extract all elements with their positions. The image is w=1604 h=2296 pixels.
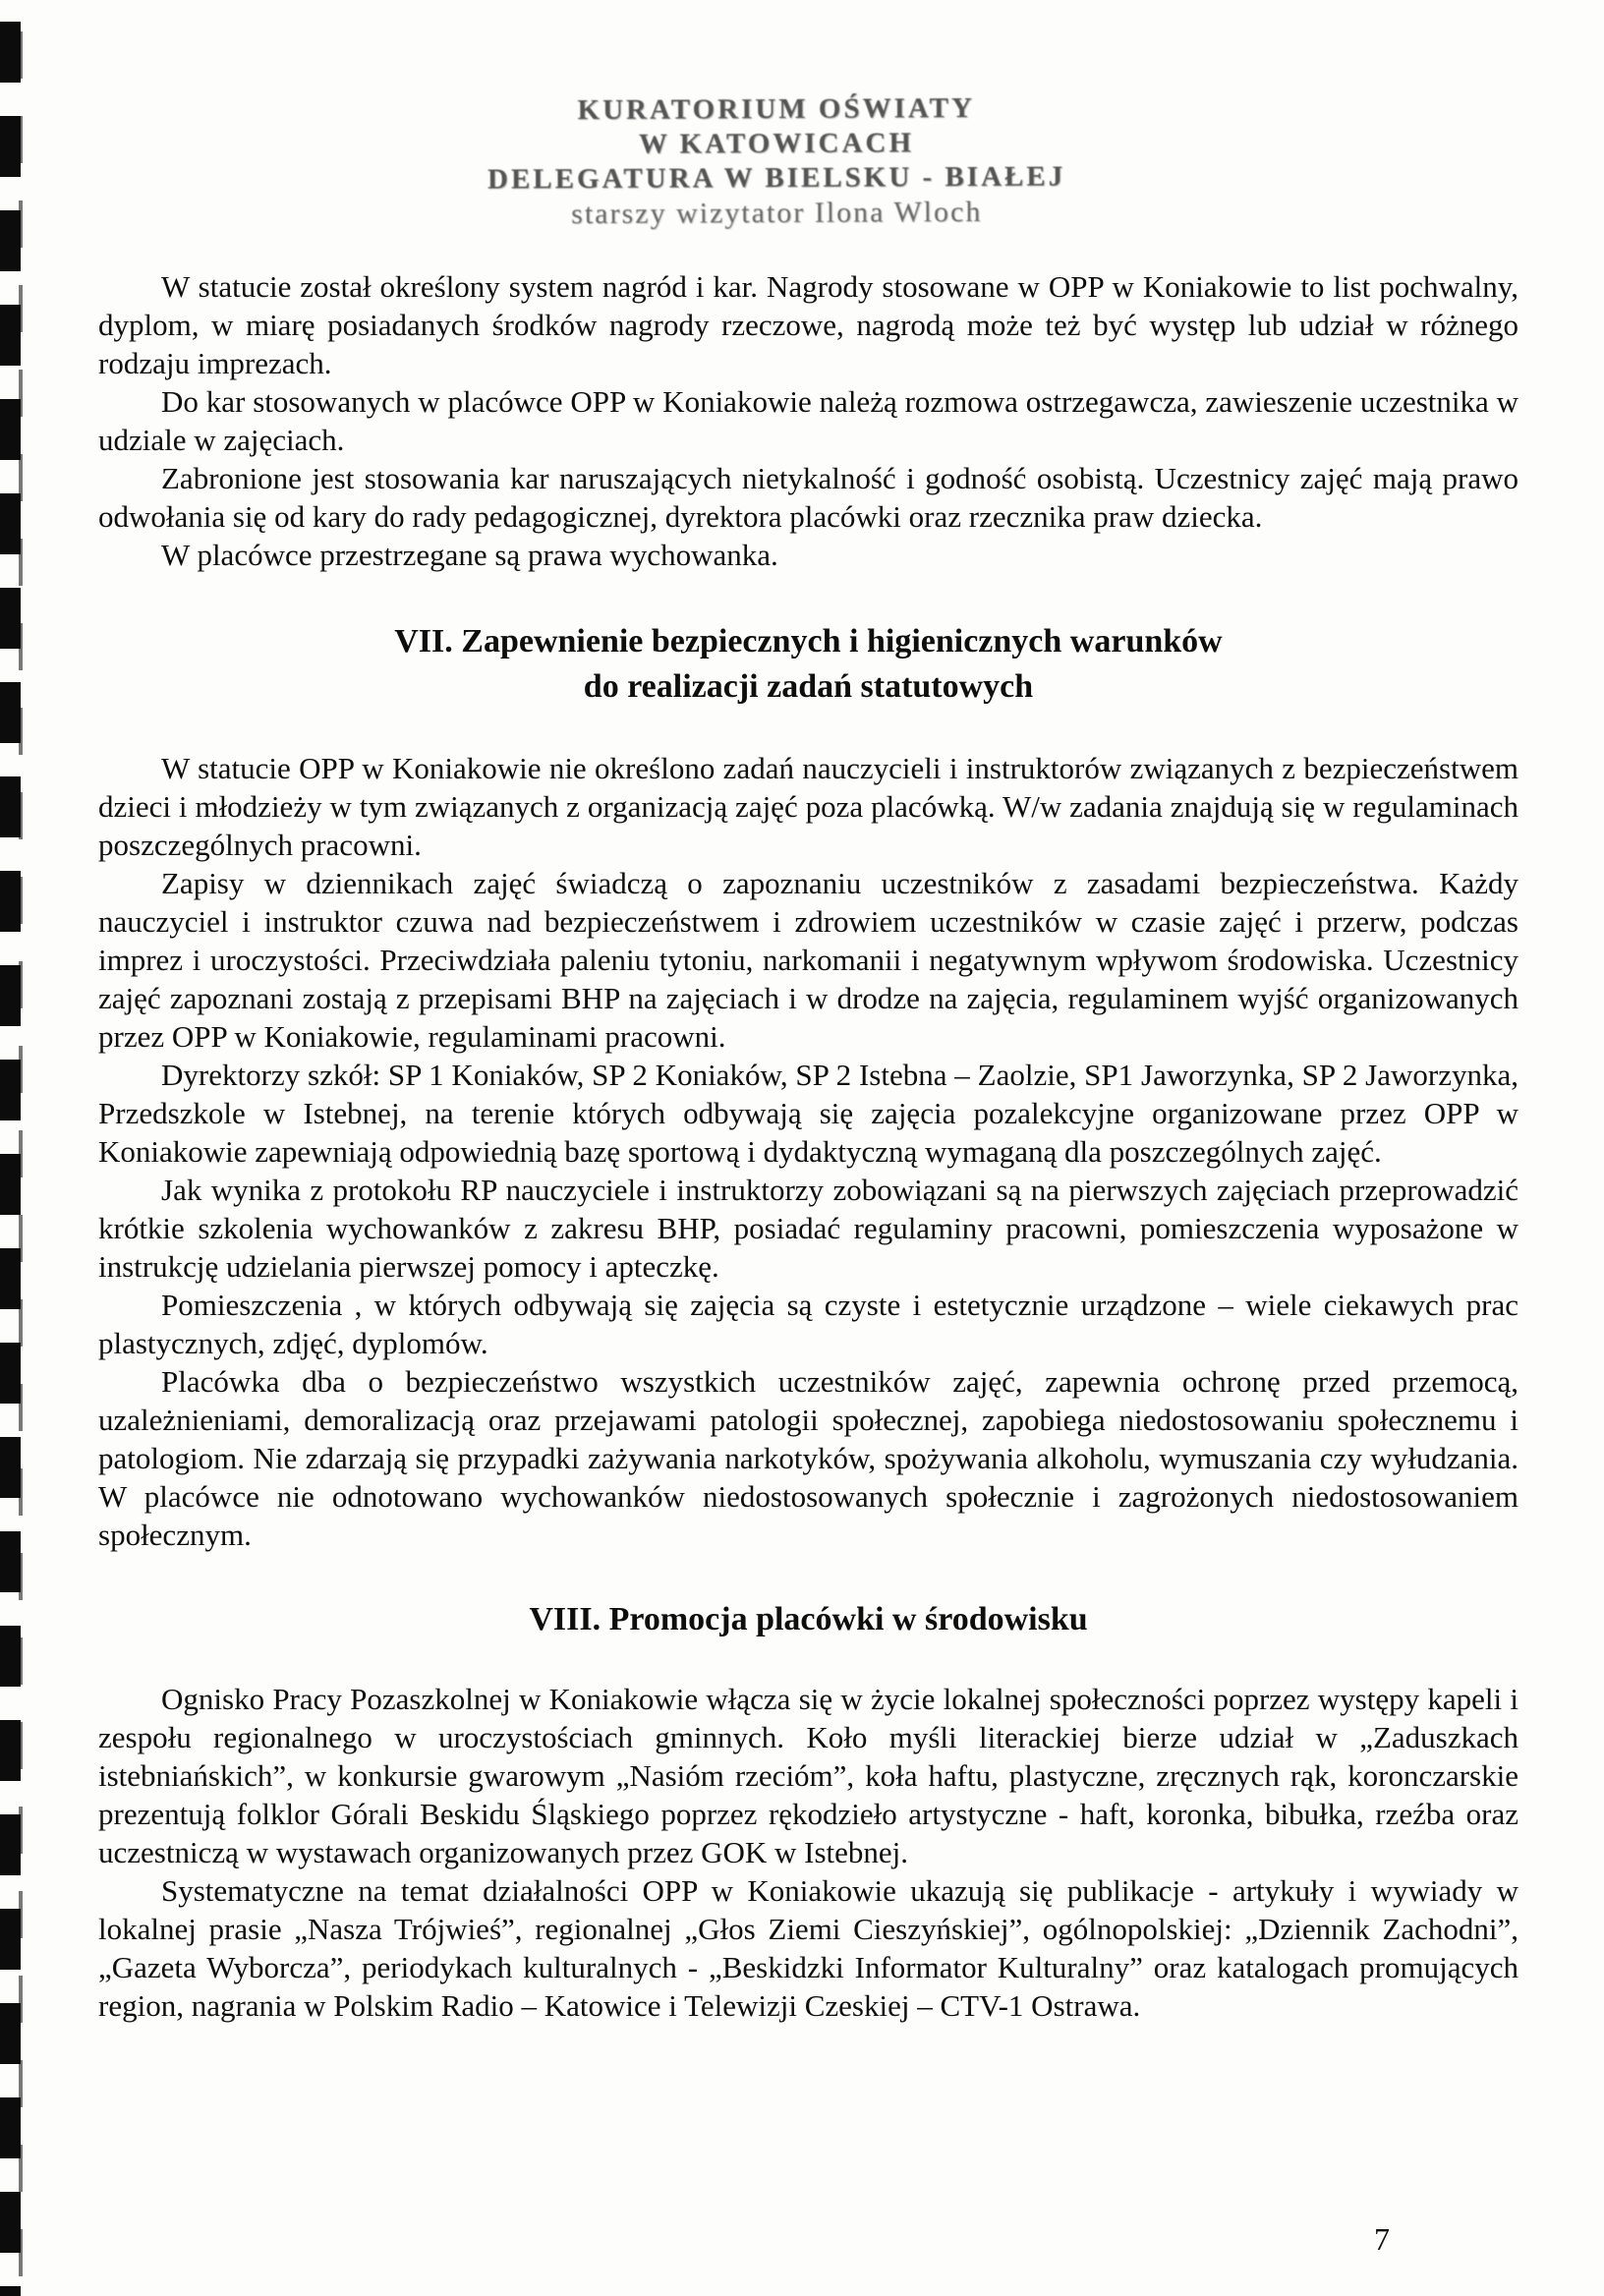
paragraph: W statucie OPP w Koniakowie nie określono zadań nauczycieli i instruktorów związanych z bezpieczeństwem dzieci i młodzieży w tym związanych z organizacją zajęć poza placówką. W/w zadania znajdują się w regulaminach poszczególnych pracowni.: [98, 751, 1518, 862]
paragraph: Zabronione jest stosowania kar naruszających nietykalność i godność osobistą. Uczestnicy zajęć mają prawo odwołania się od kary do rady pedagogicznej, dyrektora placówki oraz rzecznika praw dziecka.: [98, 461, 1518, 534]
document-body: [98, 267, 1518, 2025]
stamp-delegation: DELEGATURA W BIELSKU - BIAŁEJ: [487, 160, 1066, 196]
paragraph: Systematyczne na temat działalności OPP w Koniakowie ukazują się publikacje - artykuły i wywiady w lokalnej prasie „Nasza Trójwieś”, regionalnej „Głos Ziemi Cieszyńskiej”, ogólnopolskiej: „Dziennik Zachodni”, „Gazeta Wyborcza”, periodykach kulturalnych - „Beskidzki Informator Kulturalny” oraz katalogach promujących region, nagrania w Polskim Radio – Katowice i Telewizji Czeskiej – CTV-1 Ostrawa.: [98, 1873, 1518, 2023]
section-7-heading-line-2: do realizacji zadań statutowych: [583, 668, 1034, 705]
stamp-org-city: W KATOWICACH: [638, 127, 915, 160]
binding-marks: [0, 22, 21, 2296]
paragraph: W placówce przestrzegane są prawa wychowanka.: [161, 538, 778, 572]
paragraph: Placówka dba o bezpieczeństwo wszystkich uczestników zajęć, zapewnia ochronę przed przemocą, uzależnieniami, demoralizacją oraz przejawami patologii społecznej, zapobiega niedostosowaniu społecznemu i patologiom. Nie zdarzają się przypadki zażywania narkotyków, spożywania alkoholu, wymuszania czy wyłudzania. W placówce nie odnotowano wychowanków niedostosowanych społecznie i zagrożonych niedostosowaniem społecznym.: [98, 1364, 1518, 1552]
section-7-heading: [98, 619, 1518, 710]
header-stamp: [0, 88, 1578, 236]
paragraph: Jak wynika z protokołu RP nauczyciele i instruktorzy zobowiązani są na pierwszych zajęciach przeprowadzić krótkie szkolenia wychowanków z zakresu BHP, posiadać regulaminy pracowni, pomieszczenia wyposażone w instrukcję udzielania pierwszej pomocy i apteczkę.: [98, 1173, 1518, 1284]
stamp-org-name: KURATORIUM OŚWIATY: [577, 91, 976, 127]
paragraph: W statucie został określony system nagród i kar. Nagrody stosowane w OPP w Koniakowie to list pochwalny, dyplom, w miarę posiadanych środków nagrody rzeczowe, nagrodą może też być występ lub udział w różnego rodzaju imprezach.: [98, 269, 1518, 380]
paragraph: Zapisy w dziennikach zajęć świadczą o zapoznaniu uczestników z zasadami bezpieczeństwa. Każdy nauczyciel i instruktor czuwa nad bezpieczeństwem i zdrowiem uczestników w czasie zajęć i przerw, podczas imprez i uroczystości. Przeciwdziała paleniu tytoniu, narkomanii i negatywnym wpływom środowiska. Uczestnicy zajęć zapoznani zostają z przepisami BHP na zajęciach i w drodze na zajęcia, regulaminem wyjść organizowanych przez OPP w Koniakowie, regulaminami pracowni.: [98, 866, 1518, 1054]
section-8-heading: VIII. Promocja placówki w środowisku: [529, 1601, 1088, 1637]
section-7-heading-line-1: VII. Zapewnienie bezpiecznych i higienicznych warunków: [394, 623, 1223, 660]
paragraph: Dyrektorzy szkół: SP 1 Koniaków, SP 2 Koniaków, SP 2 Istebna – Zaolzie, SP1 Jaworzynka, SP 2 Jaworzynka, Przedszkole w Istebnej, na terenie których odbywają się zajęcia pozalekcyjne organizowane przez OPP w Koniakowie zapewniają odpowiednią bazę sportową i dydaktyczną wymaganą dla poszczególnych zajęć.: [98, 1058, 1518, 1169]
paragraph: Pomieszczenia , w których odbywają się zajęcia są czyste i estetycznie urządzone – wiele ciekawych prac plastycznych, zdjęć, dyplomów.: [98, 1288, 1518, 1360]
paragraph: Ognisko Pracy Pozaszkolnej w Koniakowie włącza się w życie lokalnej społeczności poprzez występy kapeli i zespołu regionalnego w uroczystościach gminnych. Koło myśli literackiej bierze udział w „Zaduszkach istebniańskich”, w konkursie gwarowym „Nasióm rzecióm”, koła haftu, plastyczne, zręcznych rąk, koronczarskie prezentują folklor Górali Beskidu Śląskiego poprzez rękodzieło artystyczne - haft, koronka, bibułka, rzeźba oraz uczestniczą w wystawach organizowanych przez GOK w Istebnej.: [98, 1682, 1518, 1869]
stamp-inspector: starszy wizytator Ilona Wloch: [571, 195, 983, 231]
page-number: 7: [1374, 2221, 1390, 2257]
paragraph: Do kar stosowanych w placówce OPP w Koniakowie należą rozmowa ostrzegawcza, zawieszenie uczestnika w udziale w zajęciach.: [98, 384, 1518, 457]
